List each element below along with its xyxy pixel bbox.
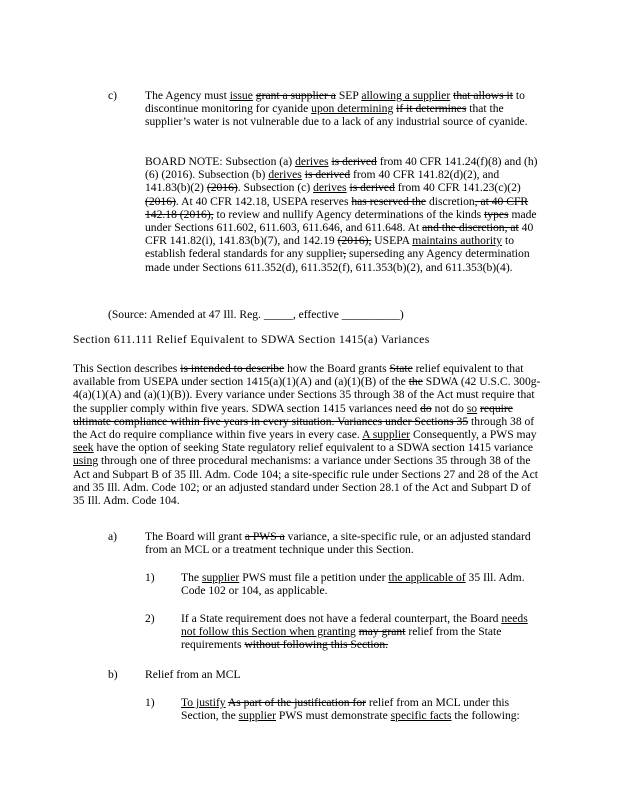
text-run: not do xyxy=(431,401,467,415)
deleted-text: As part of the justification for xyxy=(227,696,366,709)
deleted-text: types xyxy=(484,207,509,221)
item-a1-text xyxy=(181,571,543,597)
deleted-text: , at 40 CFR 142.18 (2016), xyxy=(145,194,529,221)
text-run: from 40 CFR 141.82(d)(2), and 141.83(b)(2) xyxy=(145,168,500,195)
text-run: BOARD NOTE: Subsection (a) xyxy=(145,155,296,168)
inserted-text: supplier xyxy=(238,709,276,723)
text-run: Consequently, a PWS may xyxy=(410,428,537,442)
deleted-text: do xyxy=(420,401,432,415)
text-run: to discontinue monitoring for cyanide xyxy=(145,89,525,116)
deleted-text: (2016) xyxy=(145,194,176,208)
text-run: 35 Ill. Adm. Code 102 or 104, as applicable. xyxy=(181,571,525,598)
deleted-text: a PWS a xyxy=(244,530,285,543)
item-b-title: Relief from an MCL xyxy=(145,668,241,681)
text-run: from 40 CFR 141.23(c)(2) xyxy=(394,181,521,195)
deleted-text: is derived xyxy=(331,155,377,168)
text-run: . Subsection (c) xyxy=(237,181,314,195)
inserted-text: issue xyxy=(229,89,253,102)
item-c-marker: c) xyxy=(108,89,118,102)
text-run: superseding any Agency determination made under Sections 611.352(d), 611.352(f), 611.353(b)(2), and 611.353(b)(4). xyxy=(145,247,530,274)
text-run: The Agency must xyxy=(145,89,230,102)
inserted-text: maintains authority xyxy=(412,234,503,248)
inserted-text: the applicable of xyxy=(388,571,466,584)
inserted-text: derives xyxy=(268,168,302,182)
inserted-text: derives xyxy=(295,155,329,168)
deleted-text: State xyxy=(389,362,413,375)
text-run: relief from an MCL under this Section, the xyxy=(181,696,510,723)
text-run: the following: xyxy=(451,709,520,723)
deleted-text: is derived xyxy=(349,181,395,195)
item-a1-marker: 1) xyxy=(145,571,155,584)
text-run: relief equivalent to that available from USEPA under section 1415(a)(1)(A) and (a)(1)(B) of the xyxy=(73,362,524,389)
text-run: discretion xyxy=(426,194,475,208)
text-run: 40 CFR 141.82(i), 141.83(b)(7), and 142.19 xyxy=(145,221,534,248)
text-run: USEPA xyxy=(371,234,413,248)
item-a-marker: a) xyxy=(108,530,118,543)
text-run: to establish federal standards for any supplier xyxy=(145,234,514,261)
inserted-text: A supplier xyxy=(362,428,411,442)
text-run: how the Board grants xyxy=(284,362,390,375)
deleted-text: the xyxy=(408,375,423,389)
deleted-text: and the discretion, at xyxy=(422,221,519,235)
text-run: The Board will grant xyxy=(145,530,245,543)
deleted-text: , xyxy=(343,247,347,261)
inserted-text: so xyxy=(466,401,478,415)
deleted-text: if it determines xyxy=(396,102,467,116)
deleted-text: require ultimate compliance within five years in every situation. Variances under Sections 35 xyxy=(73,401,513,428)
item-a2-marker: 2) xyxy=(145,612,155,625)
deleted-text: without following this Section. xyxy=(244,638,389,652)
inserted-text: seek xyxy=(73,441,94,455)
item-c-text xyxy=(145,89,545,129)
inserted-text: specific facts xyxy=(390,709,452,723)
deleted-text: is derived xyxy=(304,168,351,182)
inserted-text: derives xyxy=(313,181,347,195)
text-run: made under Sections 611.602, 611.603, 611.646, and 611.648. At xyxy=(145,207,537,235)
deleted-text: grant a supplier a xyxy=(255,89,336,102)
item-a-text xyxy=(145,530,545,556)
text-run: If a State requirement does not have a federal counterpart, the Board xyxy=(181,612,502,625)
item-a2-text xyxy=(181,612,543,652)
deleted-text: , xyxy=(368,234,372,248)
text-run: variance, a site-specific rule, or an adjusted standard from an MCL or a treatment technique under this Section. xyxy=(145,530,531,557)
board-note xyxy=(145,155,545,274)
text-run: relief from the State requirements xyxy=(181,625,502,652)
text-run: from 40 CFR 141.24(f)(8) and (h)(6) (2016). Subsection (b) xyxy=(145,155,538,182)
inserted-text: using xyxy=(73,454,99,468)
inserted-text: allowing a supplier xyxy=(361,89,451,102)
source-note: (Source: Amended at 47 Ill. Reg. _____, effective __________) xyxy=(108,308,404,321)
item-b1-text xyxy=(181,696,543,722)
text-run: to review and nullify Agency determinations of the kinds xyxy=(213,207,485,221)
section-heading: Section 611.111 Relief Equivalent to SDWA Section 1415(a) Variances xyxy=(73,333,430,346)
inserted-text: upon determining xyxy=(311,102,394,116)
deleted-text: may grant xyxy=(358,625,406,639)
text-run: PWS must file a petition under xyxy=(239,571,389,584)
item-b-marker: b) xyxy=(108,668,118,681)
text-run: through one of three procedural mechanisms: a variance under Sections 35 through 38 of the Act and Subpart B of 35 Ill. Adm. Code 104; a site-specific rule under Sections 27 and 28 of the Act and 35 Ill. Adm. Code 102; or an adjusted standard under Section 28.1 of the Act and Subpart D of 35 Ill. Adm. Code 104. xyxy=(73,454,538,508)
inserted-text: To justify xyxy=(181,696,226,709)
text-run: that the supplier’s water is not vulnerable due to a lack of any industrial source of cyanide. xyxy=(145,102,528,129)
inserted-text: needs not follow this Section when granting xyxy=(181,612,528,639)
text-run: SDWA (42 U.S.C. 300g-4(a)(1)(A) and (a)(1)(B)). Every variance under Sections 35 through 38 of the Act must require that the supplier comply within five years. SDWA section 1415 variances need xyxy=(73,375,541,415)
deleted-text: is intended to describe xyxy=(180,362,285,375)
text-run: through 38 of the Act do require compliance within five years in every case. xyxy=(73,414,535,442)
intro-paragraph xyxy=(73,362,543,507)
deleted-text: (2016) xyxy=(206,181,238,195)
text-run: SEP xyxy=(335,89,362,102)
text-run: . At 40 CFR 142.18, USEPA reserves xyxy=(175,194,352,208)
text-run: This Section describes xyxy=(73,362,181,375)
inserted-text: supplier xyxy=(201,571,240,584)
text-run: The xyxy=(181,571,202,584)
text-run: have the option of seeking State regulatory relief equivalent to a SDWA section 1415 variance xyxy=(93,441,534,455)
text-run: PWS must demonstrate xyxy=(276,709,391,723)
deleted-text: that allows it xyxy=(453,89,513,102)
deleted-text: has reserved the xyxy=(351,194,427,208)
item-b1-marker: 1) xyxy=(145,696,155,709)
deleted-text: (2016) xyxy=(337,234,369,248)
